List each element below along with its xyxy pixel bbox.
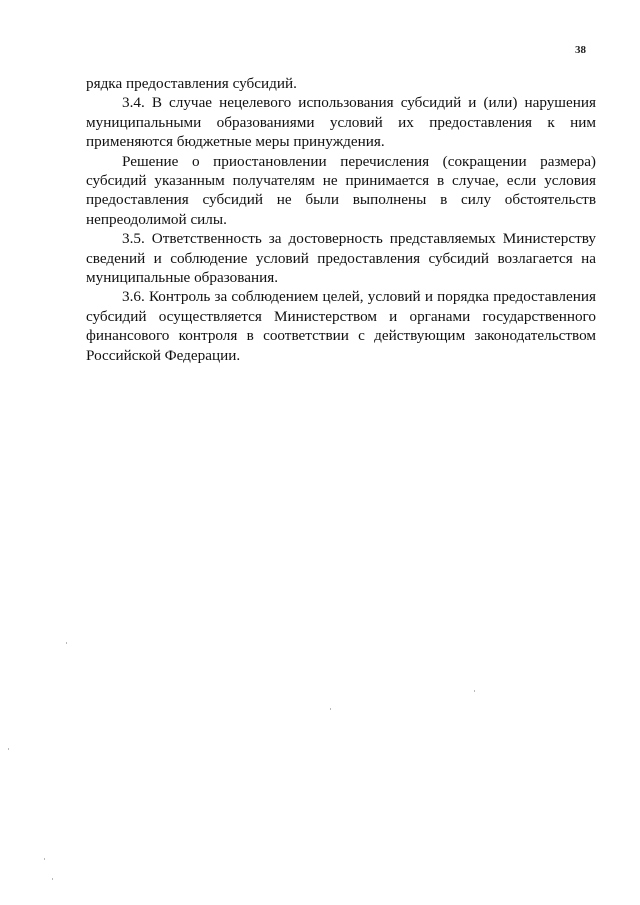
paragraph-3-5: 3.5. Ответственность за достоверность представляемых Министерству сведений и соблюдение условий предоставления субсидий возлагается на муниципальные образования. [86,230,596,287]
page-number: 38 [575,44,586,56]
scan-speck [8,748,9,750]
paragraph-3-6: 3.6. Контроль за соблюдением целей, условий и порядка предоставления субсидий осуществляется Министерством и органами государственного финансового контроля в соответствии с действующим законодательством Российской Федерации. [86,288,596,364]
scan-speck [52,878,53,880]
scan-speck [330,708,331,710]
scan-speck [66,642,67,644]
paragraph-continuation: рядка предоставления субсидий. [86,75,297,92]
scan-speck [44,858,45,860]
paragraph-decision: Решение о приостановлении перечисления (сокращении размера) субсидий указанным получателям не принимается в случае, если условия предоставления субсидий не были выполнены в силу обстоятельств непреодолимой силы. [86,152,596,228]
scan-speck [474,690,475,692]
paragraph-3-4: 3.4. В случае нецелевого использования субсидий и (или) нарушения муниципальными образованиями условий их предоставления к ним применяются бюджетные меры принуждения. [86,94,596,151]
document-body [86,74,596,365]
